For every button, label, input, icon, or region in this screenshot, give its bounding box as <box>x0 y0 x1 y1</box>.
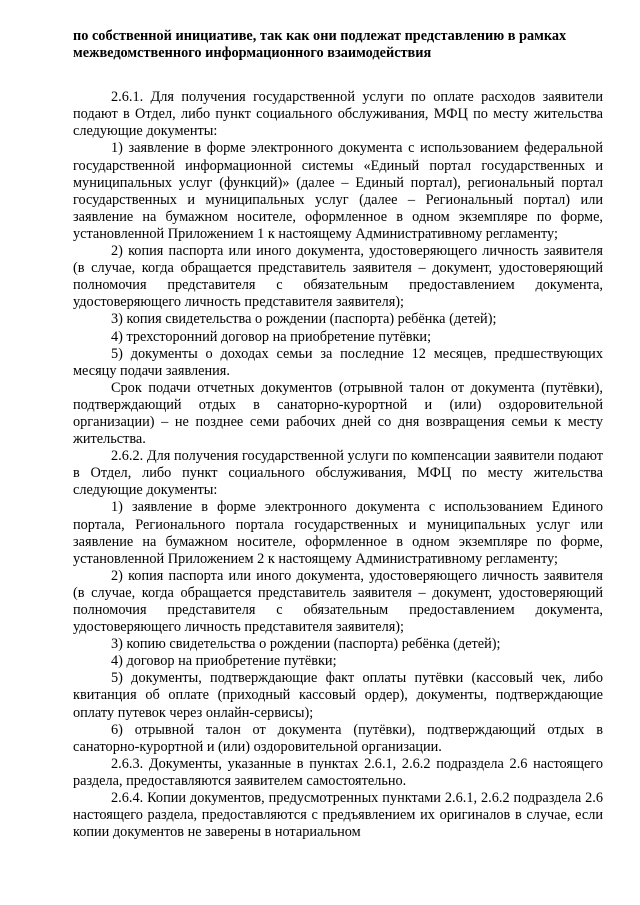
list-item-3: 3) копия свидетельства о рождении (паспорта) ребёнка (детей); <box>111 311 497 328</box>
list-item-1: 1) заявление в форме электронного документа с использованием Единого портала, Регионального портала государственных и муниципальных услуг или заявление на бумажном носителе, оформленное в одном экземпляре по форме, установленной Приложением 2 к настоящему Административному регламенту; <box>73 499 603 567</box>
paragraph-2-6-2: 2.6.2. Для получения государственной услуги по компенсации заявители подают в Отдел, либо пункт социального обслуживания, МФЦ по месту жительства следующие документы: <box>73 448 603 499</box>
heading-line-1: по собственной инициативе, так как они подлежат представлению в рамках <box>73 28 567 44</box>
list-item-3: 3) копию свидетельства о рождении (паспорта) ребёнка (детей); <box>111 636 501 653</box>
paragraph-deadline: Срок подачи отчетных документов (отрывной талон от документа (путёвки), подтверждающий отдых в санаторно-курортной и (или) оздоровительной организации) – не позднее семи рабочих дней со дня возвращения семьи к месту жительства. <box>73 379 603 448</box>
list-item-5: 5) документы, подтверждающие факт оплаты путёвки (кассовый чек, либо квитанция об оплате (приходный кассовый ордер), документы, подтверждающие оплату путевок через онлайн-сервисы); <box>73 670 603 721</box>
list-item-2: 2) копия паспорта или иного документа, удостоверяющего личность заявителя (в случае, когда обращается представитель заявителя – документ, удостоверяющий полномочия представителя с обязательным предоставлением документа, удостоверяющего личность представителя заявителя); <box>73 243 603 311</box>
list-item-6: 6) отрывной талон от документа (путёвки), подтверждающий отдых в санаторно-курортной и (или) оздоровительной организации. <box>73 721 603 755</box>
list-item-1: 1) заявление в форме электронного документа с использованием федеральной государственной информационной системы «Единый портал государственных и муниципальных услуг (функций)» (далее – Единый портал), региональный портал государственных и муниципальных услуг (далее – Региональный портал) или заявление на бумажном носителе, оформленное в одном экземпляре по форме, установленной Приложением 1 к настоящему Административному регламенту; <box>73 140 603 242</box>
paragraph-2-6-4: 2.6.4. Копии документов, предусмотренных пунктами 2.6.1, 2.6.2 подраздела 2.6 настоящего раздела, предоставляются с предъявлением их оригиналов в случае, если копии документов не заверены в нотариальном <box>73 790 603 841</box>
list-item-5: 5) документы о доходах семьи за последние 12 месяцев, предшествующих месяцу подачи заявления. <box>73 345 603 379</box>
list-item-4: 4) договор на приобретение путёвки; <box>111 653 337 670</box>
list-item-4: 4) трехсторонний договор на приобретение путёвки; <box>111 328 432 345</box>
section-heading <box>73 28 603 62</box>
paragraph-2-6-3: 2.6.3. Документы, указанные в пунктах 2.6.1, 2.6.2 подраздела 2.6 настоящего раздела, предоставляются заявителем самостоятельно. <box>73 755 603 789</box>
paragraph-2-6-1: 2.6.1. Для получения государственной услуги по оплате расходов заявители подают в Отдел, либо пункт социального обслуживания, МФЦ по месту жительства следующие документы: <box>73 89 603 140</box>
list-item-2: 2) копия паспорта или иного документа, удостоверяющего личность заявителя (в случае, когда обращается представитель заявителя – документ, удостоверяющий полномочия представителя с обязательным предоставлением документа, удостоверяющего личность представителя заявителя); <box>73 567 603 636</box>
heading-line-2: межведомственного информационного взаимодействия <box>73 45 432 62</box>
